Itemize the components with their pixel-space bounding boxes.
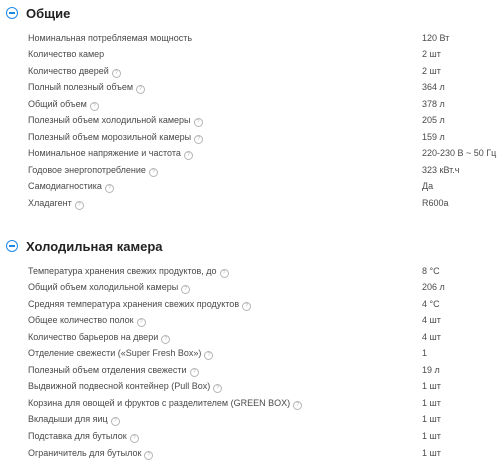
spec-label-text: Вкладыши для яиц <box>28 414 108 425</box>
section-header[interactable] <box>6 5 70 21</box>
spec-row <box>0 296 500 313</box>
spec-row <box>0 428 500 445</box>
spec-label <box>28 296 251 313</box>
spec-label-text: Номинальное напряжение и частота <box>28 148 181 159</box>
spec-row <box>0 195 500 212</box>
spec-row <box>0 263 500 280</box>
section-header[interactable] <box>6 238 163 254</box>
spec-label <box>28 279 190 296</box>
spec-value: 8 °C <box>422 265 440 276</box>
help-question-icon[interactable]: ? <box>190 368 199 377</box>
help-question-icon[interactable]: ? <box>194 118 203 127</box>
spec-label-text: Хладагент <box>28 198 72 208</box>
spec-label-text: Полный полезный объем <box>28 82 134 93</box>
help-question-icon[interactable]: ? <box>161 335 170 344</box>
spec-row <box>0 96 500 113</box>
spec-value: 206 л <box>422 282 445 293</box>
help-question-icon[interactable]: ? <box>144 451 153 460</box>
spec-value: 1 шт <box>422 447 441 458</box>
spec-label <box>28 195 84 212</box>
help-question-icon[interactable]: ? <box>293 401 302 410</box>
spec-label <box>28 178 114 195</box>
spec-value: 4 шт <box>422 331 441 342</box>
spec-label <box>28 312 146 329</box>
spec-row <box>0 312 500 329</box>
spec-label <box>28 162 158 179</box>
spec-row <box>0 345 500 362</box>
spec-label-text: Подставка для бутылок <box>28 431 127 441</box>
spec-value: 220-230 В ~ 50 Гц <box>422 148 497 159</box>
section-title: Общие <box>26 5 71 21</box>
spec-label <box>28 411 120 428</box>
help-question-icon[interactable]: ? <box>204 351 213 360</box>
spec-row <box>0 279 500 296</box>
spec-label-text: Корзина для овощей и фруктов с разделителем (GREEN BOX) <box>28 397 291 408</box>
spec-label-text: Отделение свежести («Super Fresh Box») <box>28 348 202 359</box>
spec-label <box>28 79 145 96</box>
help-question-icon[interactable]: ? <box>184 151 193 160</box>
help-question-icon[interactable]: ? <box>242 302 251 311</box>
spec-value: Да <box>422 181 434 192</box>
spec-row <box>0 329 500 346</box>
spec-label <box>28 145 193 162</box>
spec-label <box>28 46 104 63</box>
spec-value: 1 шт <box>422 431 441 441</box>
spec-value: 378 л <box>422 98 445 109</box>
spec-row <box>0 145 500 162</box>
spec-label-text: Полезный объем холодильной камеры <box>28 115 191 126</box>
spec-label-text: Полезный объем морозильной камеры <box>28 131 192 142</box>
spec-label <box>28 112 203 129</box>
spec-label-text: Общее количество полок <box>28 315 134 326</box>
spec-row <box>0 30 500 47</box>
section-title: Холодильная камера <box>26 238 163 254</box>
spec-value: 205 л <box>422 115 445 126</box>
spec-row <box>0 63 500 80</box>
spec-value: 323 кВт.ч <box>422 164 460 175</box>
spec-label-text: Количество барьеров на двери <box>28 331 159 342</box>
help-question-icon[interactable]: ? <box>194 135 203 144</box>
collapse-minus-icon[interactable] <box>6 240 18 252</box>
spec-label-text: Температура хранения свежих продуктов, до <box>28 265 217 276</box>
help-question-icon[interactable]: ? <box>111 417 120 426</box>
spec-label <box>28 378 222 395</box>
spec-row <box>0 378 500 395</box>
spec-label <box>28 362 199 379</box>
spec-row <box>0 395 500 412</box>
spec-label <box>28 263 229 280</box>
spec-value: 159 л <box>422 131 445 142</box>
spec-row <box>0 162 500 179</box>
help-question-icon[interactable]: ? <box>75 201 84 210</box>
help-question-icon[interactable]: ? <box>112 69 121 78</box>
spec-value: 2 шт <box>422 65 441 76</box>
spec-label-text: Полезный объем отделения свежести <box>28 364 187 375</box>
spec-value: 1 <box>422 348 428 359</box>
spec-label-text: Количество камер <box>28 49 105 60</box>
spec-row <box>0 411 500 428</box>
spec-value: R600a <box>422 198 449 208</box>
spec-row <box>0 362 500 379</box>
spec-row <box>0 112 500 129</box>
spec-label-text: Общий объем холодильной камеры <box>28 282 179 293</box>
help-question-icon[interactable]: ? <box>137 318 146 327</box>
spec-label <box>28 428 139 445</box>
spec-label-text: Средняя температура хранения свежих продуктов <box>28 298 240 309</box>
help-question-icon[interactable]: ? <box>149 168 158 177</box>
spec-label-text: Годовое энергопотребление <box>28 164 146 175</box>
spec-label-text: Выдвижной подвесной контейнер (Pull Box) <box>28 381 211 392</box>
spec-label-text: Ограничитель для бутылок <box>28 447 142 458</box>
spec-label-text: Самодиагностика <box>28 181 102 192</box>
spec-label <box>28 96 99 113</box>
spec-value: 120 Вт <box>422 32 450 43</box>
help-question-icon[interactable]: ? <box>220 269 229 278</box>
spec-value: 2 шт <box>422 49 441 60</box>
spec-label <box>28 445 153 462</box>
spec-value: 4 шт <box>422 315 441 326</box>
spec-value: 1 шт <box>422 381 441 392</box>
spec-row <box>0 129 500 146</box>
help-question-icon[interactable]: ? <box>181 285 190 294</box>
spec-label <box>28 395 302 412</box>
help-question-icon[interactable]: ? <box>105 184 114 193</box>
spec-label <box>28 63 121 80</box>
help-question-icon[interactable]: ? <box>90 102 99 111</box>
help-question-icon[interactable]: ? <box>213 384 222 393</box>
spec-row <box>0 178 500 195</box>
spec-value: 19 л <box>422 364 440 375</box>
spec-label-text: Номинальная потребляемая мощность <box>28 32 193 43</box>
spec-value: 1 шт <box>422 397 441 408</box>
spec-row <box>0 79 500 96</box>
spec-label-text: Общий объем <box>28 98 87 109</box>
spec-label <box>28 345 213 362</box>
spec-value: 4 °C <box>422 298 440 309</box>
spec-value: 364 л <box>422 82 445 93</box>
spec-label <box>28 329 170 346</box>
help-question-icon[interactable]: ? <box>130 434 139 443</box>
spec-label <box>28 30 192 47</box>
spec-label-text: Количество дверей <box>28 65 109 76</box>
spec-row <box>0 445 500 462</box>
spec-label <box>28 129 203 146</box>
help-question-icon[interactable]: ? <box>136 85 145 94</box>
spec-value: 1 шт <box>422 414 441 425</box>
spec-row <box>0 46 500 63</box>
collapse-minus-icon[interactable] <box>6 7 18 19</box>
